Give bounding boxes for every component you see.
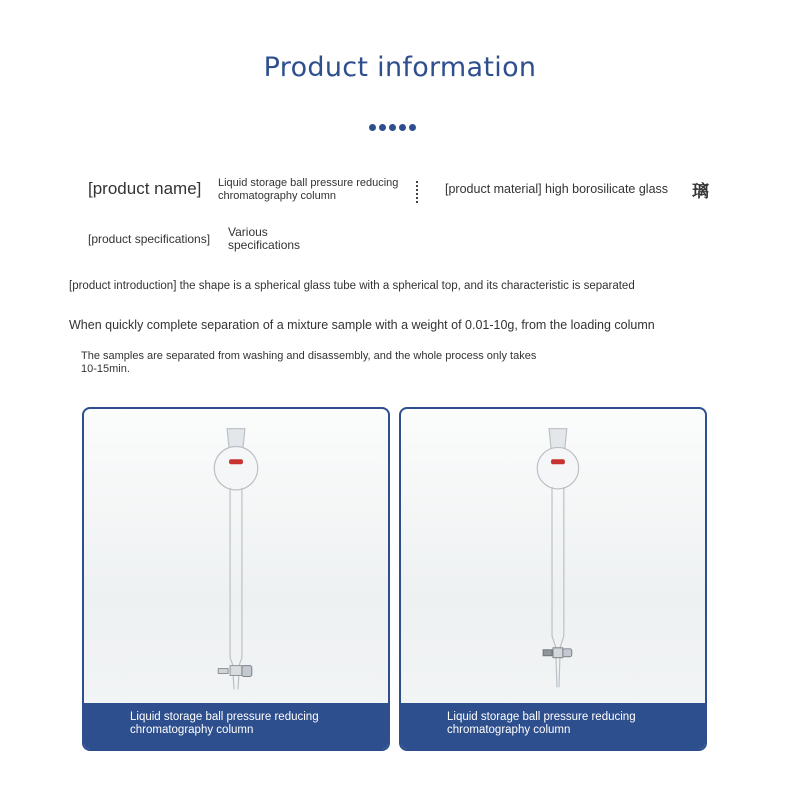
- product-specifications-label: [product specifications]: [88, 232, 211, 246]
- product-introduction-line1: [product introduction] the shape is a spherical glass tube with a spherical top, and its characteristic is separated: [69, 280, 635, 292]
- product-card-caption: Liquid storage ball pressure reducing chromatography column: [84, 703, 388, 749]
- page-title: Product information: [263, 52, 537, 83]
- chromatography-column-illustration: [401, 409, 705, 709]
- divider-dot: [369, 124, 376, 131]
- divider-dot: [379, 124, 386, 131]
- field-separator: [416, 181, 420, 203]
- product-card-caption: Liquid storage ball pressure reducing chromatography column: [401, 703, 705, 749]
- product-card-left: [82, 407, 390, 751]
- product-name-label: [product name]: [88, 179, 202, 198]
- product-introduction-line2: When quickly complete separation of a mixture sample with a weight of 0.01-10g, from the loading column: [69, 318, 655, 332]
- product-card-right: [399, 407, 707, 751]
- chromatography-column-illustration: [84, 409, 388, 709]
- divider-dot: [399, 124, 406, 131]
- product-specifications-value: Various specifications: [228, 225, 301, 252]
- divider-dot: [409, 124, 416, 131]
- product-name-value: Liquid storage ball pressure reducing chromatography column: [218, 177, 399, 202]
- title-divider-dots: [369, 124, 416, 131]
- product-material-trailing-char: 璃: [692, 182, 709, 202]
- product-material-text: [product material] high borosilicate glass: [445, 182, 669, 196]
- divider-dot: [389, 124, 396, 131]
- product-introduction-line3: The samples are separated from washing and disassembly, and the whole process only takes 10-15min.: [81, 350, 537, 375]
